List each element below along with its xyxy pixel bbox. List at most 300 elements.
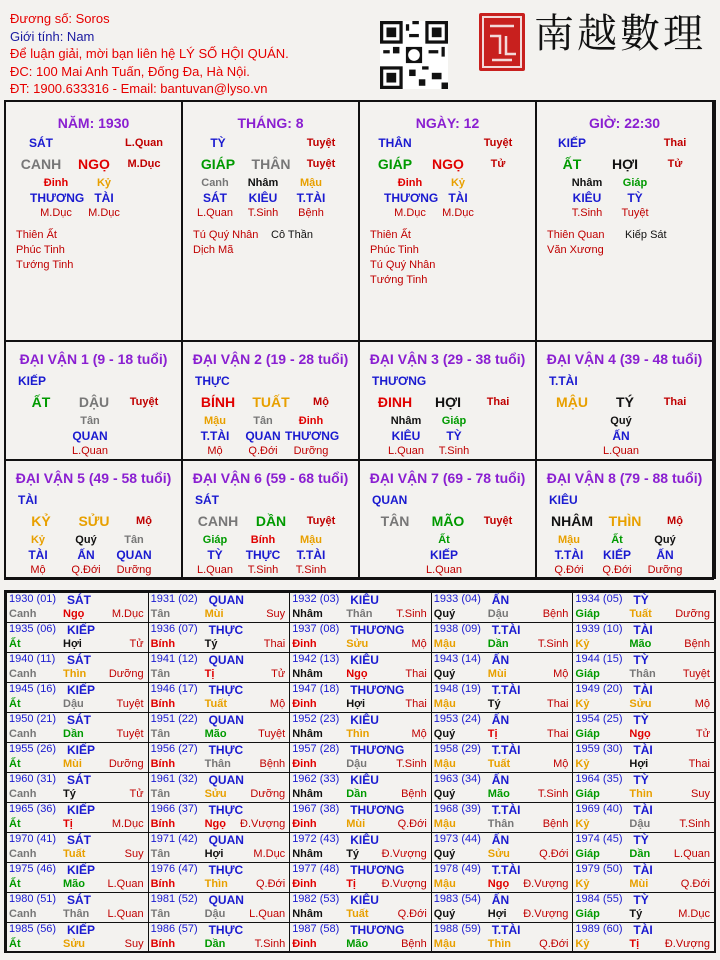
year-cell	[431, 772, 574, 803]
year-label: 1941 (12)	[150, 653, 198, 665]
year-state: T.Sinh	[254, 938, 286, 950]
dai-van-state: Thai	[486, 396, 510, 408]
year-god: QUAN	[208, 893, 244, 907]
year-god: KIẾP	[67, 683, 96, 697]
year-branch: Thìn	[629, 788, 653, 800]
year-state: Bệnh	[542, 818, 569, 830]
year-god: TỲ	[633, 593, 649, 607]
pillar-top-state: Tuyệt	[483, 137, 513, 149]
dai-van-stem: KỶ	[31, 513, 51, 529]
year-god: SÁT	[67, 773, 91, 787]
dai-van-hidden-god: ẤN	[612, 429, 630, 443]
pillar-title: NĂM: 1930	[57, 115, 130, 131]
year-state: L.Quan	[107, 908, 144, 920]
year-branch: Thìn	[487, 938, 512, 950]
year-cell	[148, 802, 291, 833]
year-branch: Hợi	[63, 638, 82, 650]
year-branch: Tý	[204, 638, 218, 650]
year-label: 1961 (32)	[150, 773, 198, 785]
year-label: 1962 (33)	[292, 773, 340, 785]
year-state: Q.Đới	[539, 938, 569, 950]
year-god: KIÊU	[350, 713, 379, 727]
year-god: TỲ	[633, 893, 649, 907]
dai-van-hidden-god: TÀI	[28, 548, 48, 562]
year-god: QUAN	[208, 713, 244, 727]
year-god: THỰC	[208, 863, 244, 877]
dai-van-cell	[4, 459, 183, 580]
year-stem: Tân	[150, 908, 171, 920]
year-stem: Ất	[9, 758, 21, 770]
year-branch: Ngọ	[204, 818, 226, 830]
dai-van-hidden-state: Dưỡng	[116, 564, 152, 576]
year-branch: Thân	[629, 668, 656, 680]
year-stem: Canh	[9, 728, 37, 740]
dai-van-hidden-stem: Giáp	[441, 415, 467, 427]
year-cell	[148, 772, 291, 803]
dai-van-branch: HỢI	[435, 394, 461, 410]
year-god: THỰC	[208, 683, 244, 697]
year-god: TỲ	[633, 713, 649, 727]
dai-van-stem: TÂN	[380, 513, 410, 529]
pillar-cell	[4, 100, 183, 342]
dai-van-god: THỰC	[195, 374, 230, 388]
dai-van-god: QUAN	[372, 493, 408, 507]
year-stem: Quý	[433, 848, 456, 860]
year-cell	[289, 682, 432, 713]
year-branch: Thân	[63, 908, 90, 920]
dai-van-hidden-state: Q.Đới	[554, 564, 584, 576]
year-god: SÁT	[67, 653, 91, 667]
pillar-top-god: SÁT	[29, 136, 53, 150]
year-cell	[6, 592, 149, 623]
year-branch: Mão	[487, 788, 510, 800]
pillar-branch-state: Tuyệt	[306, 158, 336, 170]
year-stem: Đinh	[292, 938, 317, 950]
dai-van-title: ĐẠI VẬN 2 (19 - 28 tuổi)	[192, 351, 349, 367]
year-stem: Giáp	[575, 908, 600, 920]
year-label: 1935 (06)	[9, 623, 57, 635]
year-label: 1964 (35)	[575, 773, 623, 785]
shen-sha: Tú Quý Nhân	[193, 229, 259, 241]
year-state: L.Quan	[673, 848, 710, 860]
year-stem: Giáp	[575, 788, 600, 800]
year-branch: Tuất	[63, 848, 86, 860]
year-state: Dưỡng	[675, 608, 710, 620]
year-branch: Sửu	[204, 788, 227, 800]
year-state: T.Sinh	[537, 638, 569, 650]
year-label: 1957 (28)	[292, 743, 340, 755]
year-state: Thai	[546, 698, 569, 710]
year-label: 1955 (26)	[9, 743, 57, 755]
year-state: Thai	[405, 698, 427, 710]
year-state: Mộ	[269, 698, 286, 710]
year-label: 1940 (11)	[9, 653, 56, 665]
year-cell	[6, 772, 149, 803]
year-branch: Sửu	[487, 848, 510, 860]
hidden-stem: Kỷ	[450, 177, 466, 189]
year-branch: Sửu	[63, 938, 86, 950]
dai-van-hidden-state: Dưỡng	[293, 445, 329, 457]
year-cell	[431, 892, 574, 923]
year-god: ẤN	[491, 593, 510, 607]
dai-van-branch: THÌN	[608, 513, 642, 529]
dai-van-hidden-stem: Tân	[253, 415, 273, 427]
year-cell	[431, 802, 574, 833]
dai-van-hidden-state: Dưỡng	[647, 564, 683, 576]
year-god: KIÊU	[350, 773, 379, 787]
pillar-stem: GIÁP	[377, 156, 413, 172]
year-stem: Nhâm	[292, 908, 323, 920]
year-cell	[289, 832, 432, 863]
pillar-top-state: L.Quan	[125, 137, 163, 149]
year-label: 1988 (59)	[433, 923, 481, 935]
year-branch: Hợi	[487, 908, 507, 920]
dai-van-title: ĐẠI VẬN 1 (9 - 18 tuổi)	[19, 351, 168, 367]
year-branch: Thân	[346, 608, 373, 620]
year-branch: Ngọ	[346, 668, 368, 680]
year-state: T.Sinh	[396, 758, 427, 770]
dai-van-god: SÁT	[195, 493, 219, 507]
dai-van-cell	[358, 340, 537, 461]
year-label: 1967 (38)	[292, 803, 340, 815]
year-branch: Thân	[487, 818, 515, 830]
year-stem: Kỷ	[575, 638, 590, 650]
year-branch: Mùi	[346, 818, 366, 830]
seal-stamp	[478, 12, 526, 72]
year-state: Tử	[271, 668, 286, 680]
year-stem: Ất	[9, 878, 21, 890]
year-cell	[6, 922, 149, 953]
year-state: Q.Đới	[397, 908, 427, 920]
dai-van-branch: MÃO	[431, 513, 465, 529]
year-label: 1934 (05)	[575, 593, 623, 605]
year-state: Đ.Vượng	[240, 818, 286, 830]
dai-van-hidden-stem: Bính	[250, 534, 276, 546]
hidden-god: THƯƠNG	[384, 191, 439, 205]
year-state: Bệnh	[542, 608, 569, 620]
year-stem: Canh	[9, 848, 37, 860]
pillar-top-state: Thai	[663, 137, 687, 149]
pillar-branch: THÂN	[251, 156, 291, 172]
dai-van-god: THƯƠNG	[372, 374, 427, 388]
year-state: Mộ	[553, 758, 569, 770]
year-cell	[148, 622, 291, 653]
dai-van-hidden-state: Mộ	[207, 445, 223, 457]
year-label: 1953 (24)	[433, 713, 481, 725]
year-branch: Tị	[487, 728, 498, 740]
hidden-stem: Đinh	[397, 177, 423, 189]
year-god: TÀI	[633, 743, 653, 757]
year-stem: Giáp	[575, 608, 600, 620]
year-label: 1979 (50)	[575, 863, 623, 875]
year-state: Đ.Vượng	[381, 848, 427, 860]
pillar-top-god: THÂN	[378, 136, 412, 150]
dai-van-hidden-god: QUAN	[116, 548, 152, 562]
year-cell	[572, 832, 715, 863]
year-stem: Mậu	[433, 758, 456, 770]
year-branch: Mão	[346, 938, 369, 950]
dai-van-hidden-state: T.Sinh	[438, 445, 470, 457]
dai-van-hidden-stem: Quý	[654, 534, 676, 546]
year-stem: Đinh	[292, 818, 317, 830]
year-god: THƯƠNG	[350, 683, 405, 697]
pillar-branch: NGỌ	[78, 156, 110, 172]
pillar-cell	[358, 100, 537, 342]
dai-van-cell	[358, 459, 537, 580]
dai-van-cell	[535, 459, 714, 580]
dai-van-branch: TUẤT	[252, 394, 290, 410]
year-branch: Tuất	[487, 758, 511, 770]
year-branch: Tuất	[346, 908, 369, 920]
year-branch: Tị	[63, 818, 73, 830]
year-state: Dưỡng	[108, 668, 144, 680]
year-cell	[148, 832, 291, 863]
year-state: Thai	[263, 638, 286, 650]
hidden-god: T.TÀI	[296, 191, 326, 205]
pillar-top-god: TỲ	[210, 136, 226, 150]
year-stem: Tân	[150, 788, 171, 800]
year-stem: Bính	[150, 638, 176, 650]
year-branch: Dậu	[629, 818, 651, 830]
year-state: Suy	[691, 788, 710, 800]
year-state: Tử	[129, 788, 144, 800]
year-state: Dưỡng	[250, 788, 286, 800]
year-branch: Mão	[204, 728, 227, 740]
shen-sha: Thiên Quan	[547, 229, 605, 241]
year-cell	[148, 892, 291, 923]
year-god: THƯƠNG	[350, 803, 405, 817]
year-stem: Bính	[150, 818, 176, 830]
hidden-state: L.Quan	[196, 207, 234, 219]
year-cell	[148, 712, 291, 743]
year-cell	[289, 922, 432, 953]
year-god: ẤN	[491, 833, 510, 847]
year-god: T.TÀI	[491, 683, 521, 697]
hidden-stem: Nhâm	[247, 177, 279, 189]
owner-name: Đương số: Soros	[10, 11, 110, 26]
year-stem: Nhâm	[292, 848, 323, 860]
dai-van-stem: ẤT	[31, 394, 51, 410]
year-label: 1978 (49)	[433, 863, 481, 875]
chart-grid	[4, 100, 716, 579]
year-label: 1959 (30)	[575, 743, 623, 755]
year-label: 1989 (60)	[575, 923, 623, 935]
year-cell	[6, 742, 149, 773]
year-god: TỲ	[633, 773, 649, 787]
year-branch: Mùi	[487, 668, 507, 680]
year-label: 1949 (20)	[575, 683, 623, 695]
year-stem: Đinh	[292, 758, 317, 770]
year-cell	[431, 622, 574, 653]
shen-sha-2: Cô Thần	[271, 229, 313, 241]
year-state: Đ.Vượng	[381, 878, 427, 890]
dai-van-cell	[535, 340, 714, 461]
year-god: THỰC	[208, 803, 244, 817]
dai-van-state: Thai	[663, 396, 687, 408]
year-god: T.TÀI	[491, 623, 521, 637]
hidden-state: Tuyệt	[621, 207, 649, 219]
year-label: 1930 (01)	[9, 593, 57, 605]
dai-van-stem: BÍNH	[200, 394, 236, 410]
year-god: THƯƠNG	[350, 863, 405, 877]
year-state: Tuyệt	[682, 668, 710, 680]
dai-van-hidden-god: T.TÀI	[296, 548, 326, 562]
year-cell	[289, 772, 432, 803]
year-stem: Nhâm	[292, 788, 323, 800]
year-label: 1931 (02)	[150, 593, 198, 605]
dai-van-cell	[4, 340, 183, 461]
year-cell	[431, 682, 574, 713]
year-god: KIẾP	[67, 863, 96, 877]
dai-van-title: ĐẠI VẬN 7 (69 - 78 tuổi)	[369, 470, 526, 486]
year-branch: Dậu	[63, 698, 84, 710]
year-god: TỲ	[633, 653, 649, 667]
year-god: KIẾP	[67, 803, 96, 817]
dai-van-hidden-stem: Tân	[124, 534, 144, 546]
year-cell	[148, 682, 291, 713]
hidden-stem: Mậu	[300, 177, 322, 189]
hidden-god: TÀI	[94, 191, 114, 205]
year-branch: Dần	[487, 638, 509, 650]
year-cell	[572, 652, 715, 683]
year-god: SÁT	[67, 833, 91, 847]
year-branch: Tý	[629, 908, 643, 920]
year-label: 1987 (58)	[292, 923, 340, 935]
year-label: 1968 (39)	[433, 803, 481, 815]
gender: Giới tính: Nam	[10, 28, 95, 44]
year-state: Thai	[688, 758, 710, 770]
hidden-stem: Đinh	[43, 177, 69, 189]
year-label: 1945 (16)	[9, 683, 57, 695]
year-branch: Tý	[487, 698, 501, 710]
year-stem: Tân	[150, 608, 171, 620]
dai-van-hidden-stem: Ất	[438, 534, 450, 546]
qr-code-icon	[380, 20, 448, 90]
year-cell	[431, 712, 574, 743]
year-god: KIẾP	[67, 743, 96, 757]
year-state: Suy	[266, 608, 286, 620]
year-god: T.TÀI	[491, 923, 521, 937]
hidden-state: M.Dục	[40, 207, 72, 219]
year-cell	[6, 862, 149, 893]
year-label: 1954 (25)	[575, 713, 623, 725]
year-label: 1974 (45)	[575, 833, 623, 845]
year-label: 1971 (42)	[150, 833, 198, 845]
pillar-top-state: Tuyệt	[306, 137, 336, 149]
year-label: 1983 (54)	[433, 893, 481, 905]
year-cell	[289, 712, 432, 743]
dai-van-hidden-stem: Nhâm	[390, 415, 422, 427]
year-state: Đ.Vượng	[523, 878, 569, 890]
year-state: Thai	[405, 668, 427, 680]
year-cell	[6, 892, 149, 923]
year-cell	[431, 832, 574, 863]
year-label: 1944 (15)	[575, 653, 623, 665]
year-stem: Kỷ	[575, 878, 590, 890]
year-stem: Kỷ	[575, 818, 590, 830]
year-god: ẤN	[491, 653, 510, 667]
year-cell	[289, 622, 432, 653]
year-state: Mộ	[411, 638, 427, 650]
year-god: THỰC	[208, 623, 244, 637]
year-god: ẤN	[491, 713, 510, 727]
hidden-state: T.Sinh	[571, 207, 603, 219]
year-stem: Ất	[9, 818, 21, 830]
year-cell	[148, 922, 291, 953]
dai-van-hidden-state: Q.Đới	[248, 445, 278, 457]
year-label: 1950 (21)	[9, 713, 57, 725]
year-god: THƯƠNG	[350, 743, 405, 757]
pillar-branch: NGỌ	[432, 156, 464, 172]
year-stem: Tân	[150, 668, 171, 680]
hidden-state: M.Dục	[442, 207, 474, 219]
year-state: L.Quan	[107, 878, 144, 890]
year-stem: Nhâm	[292, 608, 323, 620]
dai-van-hidden-state: L.Quan	[196, 564, 234, 576]
address: ĐC: 100 Mai Anh Tuấn, Đống Đa, Hà Nội.	[10, 63, 250, 79]
year-branch: Tị	[204, 668, 215, 680]
year-god: THỰC	[208, 743, 244, 757]
year-god: SÁT	[67, 893, 91, 907]
year-label: 1981 (52)	[150, 893, 198, 905]
hidden-state: T.Sinh	[247, 207, 279, 219]
year-god: T.TÀI	[491, 803, 521, 817]
year-branch: Hợi	[346, 698, 366, 710]
year-branch: Dần	[204, 938, 226, 950]
year-stem: Đinh	[292, 638, 317, 650]
dai-van-title: ĐẠI VẬN 5 (49 - 58 tuổi)	[15, 470, 172, 486]
pillar-stem: GIÁP	[200, 156, 236, 172]
year-cell	[289, 592, 432, 623]
year-stem: Bính	[150, 758, 176, 770]
year-god: THỰC	[208, 923, 244, 937]
year-label: 1976 (47)	[150, 863, 198, 875]
year-cell	[148, 862, 291, 893]
year-label: 1972 (43)	[292, 833, 340, 845]
year-state: Suy	[124, 938, 144, 950]
year-cell	[572, 922, 715, 953]
year-branch: Dần	[629, 848, 651, 860]
dai-van-state: Mộ	[136, 515, 152, 527]
year-god: QUAN	[208, 593, 244, 607]
year-label: 1969 (40)	[575, 803, 623, 815]
year-cell	[572, 712, 715, 743]
dai-van-hidden-stem: Ất	[611, 534, 623, 546]
dai-van-hidden-stem: Quý	[610, 415, 632, 427]
year-label: 1951 (22)	[150, 713, 198, 725]
year-branch: Ngọ	[487, 878, 510, 890]
year-cell	[431, 652, 574, 683]
year-cell	[431, 742, 574, 773]
year-god: QUAN	[208, 773, 244, 787]
dai-van-state: Mộ	[313, 396, 329, 408]
pillar-branch-state: Tử	[667, 158, 683, 170]
year-state: Tuyệt	[116, 728, 144, 740]
year-state: Dưỡng	[108, 758, 144, 770]
year-label: 1965 (36)	[9, 803, 57, 815]
year-label: 1975 (46)	[9, 863, 57, 875]
pillar-branch: HỢI	[612, 156, 638, 172]
year-state: T.Sinh	[679, 818, 710, 830]
year-state: T.Sinh	[537, 788, 569, 800]
dai-van-hidden-god: THỰC	[245, 548, 281, 562]
dai-van-title: ĐẠI VẬN 8 (79 - 88 tuổi)	[546, 470, 703, 486]
dai-van-state: Tuyệt	[129, 396, 159, 408]
year-label: 1973 (44)	[433, 833, 481, 845]
year-state: Q.Đới	[539, 848, 569, 860]
dai-van-hidden-god: KIÊU	[391, 429, 421, 443]
year-stem: Kỷ	[575, 938, 590, 950]
